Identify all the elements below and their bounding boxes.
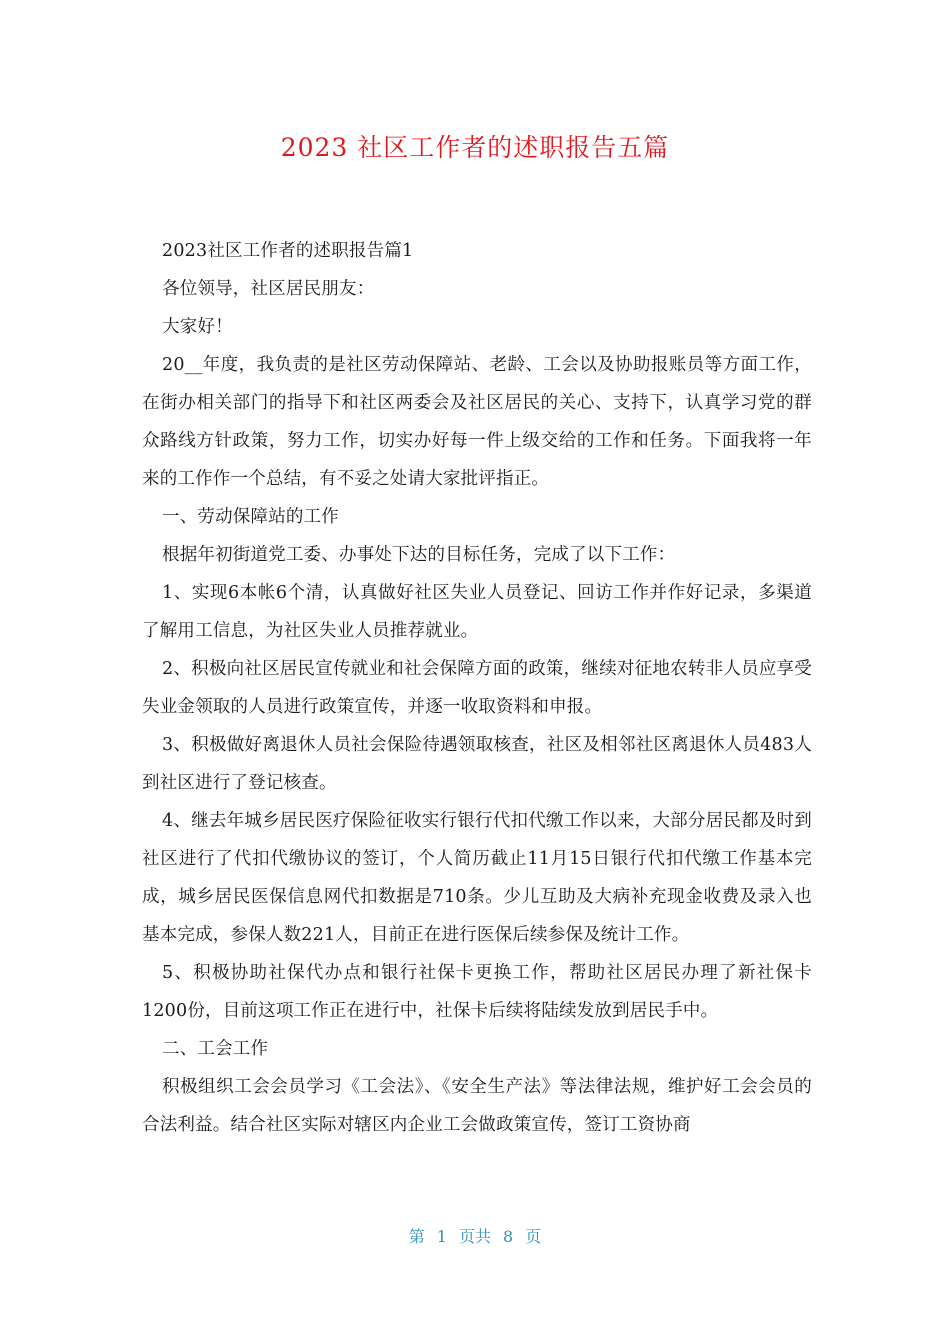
- footer-prefix: 第: [408, 1227, 425, 1246]
- list-item: 2、积极向社区居民宣传就业和社会保障方面的政策，继续对征地农转非人员应享受失业金领取的人员进行政策宣传，并逐一收取资料和申报。: [142, 659, 812, 717]
- footer-total-pages: 8: [503, 1227, 514, 1246]
- list-item: 4、继去年城乡居民医疗保险征收实行银行代扣代缴工作以来，大部分居民都及时到社区进行了代扣代缴协议的签订，个人简历截止11月15日银行代扣代缴工作基本完成，城乡居民医保信息网代扣数据是710条。少儿互助及大病补充现金收费及录入也基本完成，参保人数221人，目前正在进行医保后续参保及统计工作。: [142, 811, 812, 945]
- footer-page-number: 1: [436, 1227, 447, 1246]
- subheading-labor-security: 一、劳动保障站的工作: [162, 507, 339, 527]
- intro-paragraph: 20__年度，我负责的是社区劳动保障站、老龄、工会以及协助报账员等方面工作，在街办相关部门的指导下和社区两委会及社区居民的关心、支持下，认真学习党的群众路线方针政策，努力工作，切实办好每一件上级交给的工作和任务。下面我将一年来的工作作一个总结，有不妥之处请大家批评指正。: [142, 355, 812, 489]
- list-item: 1、实现6本帐6个清，认真做好社区失业人员登记、回访工作并作好记录，多渠道了解用工信息，为社区失业人员推荐就业。: [142, 583, 812, 641]
- footer-middle: 页共: [458, 1227, 491, 1246]
- document-body: [142, 232, 812, 1144]
- list-item: 3、积极做好离退休人员社会保险待遇领取核查，社区及相邻社区离退休人员483人到社区进行了登记核查。: [142, 735, 812, 793]
- paragraph: 积极组织工会会员学习《工会法》、《安全生产法》等法律法规，维护好工会会员的合法利益。结合社区实际对辖区内企业工会做政策宣传，签订工资协商: [142, 1077, 812, 1135]
- footer-suffix: 页: [525, 1227, 542, 1246]
- paragraph: 根据年初街道党工委、办事处下达的目标任务，完成了以下工作：: [162, 545, 676, 565]
- subheading-union: 二、工会工作: [162, 1039, 269, 1059]
- greeting: 大家好！: [162, 317, 233, 337]
- section-heading: 2023社区工作者的述职报告篇1: [162, 241, 414, 261]
- list-item: 5、积极协助社保代办点和银行社保卡更换工作，帮助社区居民办理了新社保卡1200份，目前这项工作正在进行中，社保卡后续将陆续发放到居民手中。: [142, 963, 812, 1021]
- page-footer: [0, 1225, 950, 1249]
- page-title: 2023 社区工作者的述职报告五篇: [280, 133, 670, 162]
- salutation: 各位领导，社区居民朋友：: [162, 279, 375, 299]
